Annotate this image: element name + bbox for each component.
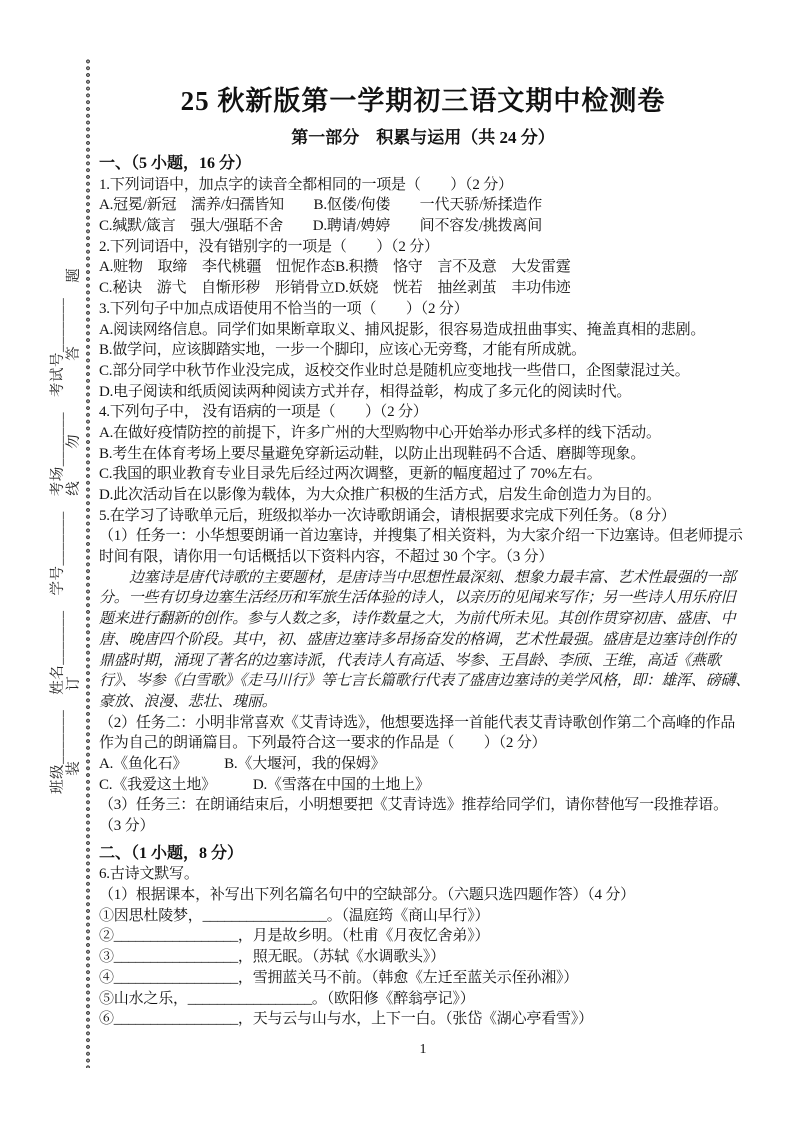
document-line: （1）任务一：小华想要朗诵一首边塞诗，并搜集了相关资料，为大家介绍一下边塞诗。但老师提示	[99, 528, 743, 545]
binding-line-char: 线	[66, 481, 82, 496]
document-line: A.冠冕/新冠 濡养/妇孺皆知 B.伛偻/佝偻 一代天骄/矫揉造作	[99, 197, 543, 214]
document-line: 行》、岑参《白雪歌》《走马川行》等七言长篇歌行代表了盛唐边塞诗的美学风格，即：雄浑、磅礴、	[99, 673, 751, 690]
page-number: 1	[419, 1041, 427, 1057]
document-line: C.秘诀 游弋 自惭形秽 形销骨立D.妖娆 恍若 抽丝剥茧 丰功伟迹	[99, 280, 571, 297]
document-line: （3）任务三：在朗诵结束后，小明想要把《艾青诗选》推荐给同学们，请你替他写一段推荐语。	[99, 797, 728, 814]
document-line: 鼎盛时期，涌现了著名的边塞诗派，代表诗人有高适、岑参、王昌龄、李颀、王维，高适《燕歌	[99, 652, 721, 669]
document-line: ⑤山水之乐，_________________。（欧阳修《醉翁亭记》）	[99, 990, 475, 1007]
document-line: 唐、晚唐四个阶段。其中，初、盛唐边塞诗多昂扬奋发的格调，艺术性最强。盛唐是边塞诗创作的	[99, 631, 736, 648]
document-line: B.做学问，应该脚踏实地，一步一个脚印，应该心无旁骛，才能有所成就。	[99, 342, 586, 359]
document-line: A.在做好疫情防控的前提下，许多广州的大型购物中心开始举办形式多样的线下活动。	[99, 424, 661, 441]
document-lines	[99, 154, 751, 1030]
document-line: 5.在学习了诗歌单元后，班级拟举办一次诗歌朗诵会，请根据要求完成下列任务。（8 分）	[99, 507, 676, 524]
document-line: A.赃物 取缔 李代桃疆 忸怩作态B.积攒 恪守 言不及意 大发雷霆	[99, 259, 571, 276]
document-line: 6.古诗文默写。	[99, 866, 199, 883]
document-line: ⑥_________________，天与云与山与水，上下一白。（张岱《湖心亭看雪》）	[99, 1011, 593, 1028]
document-line: ③_________________，照无眠。（苏轼《水调歌头》）	[99, 949, 445, 966]
page-title: 25 秋新版第一学期初三语文期中检测卷	[180, 86, 666, 116]
binding-line-char: 勿	[66, 434, 82, 449]
binding-line-char: 订	[66, 676, 82, 691]
document-line: C.我国的职业教育专业目录先后经过两次调整，更新的幅度超过了 70%左右。	[99, 466, 602, 483]
document-line: 时间有限，请你用一句话概括以下资料内容，不超过 30 个字。（3 分）	[99, 549, 554, 566]
document-line: 一、（5 小题，16 分）	[99, 155, 252, 172]
binding-line-char: 装	[66, 761, 82, 776]
document-line: C.《我爱这土地》 D.《雪落在中国的土地上》	[99, 776, 430, 793]
document-line: 豪放、浪漫、悲壮、瑰丽。	[99, 693, 277, 710]
document-line: ①因思杜陵梦，_________________。（温庭筠《商山早行》）	[99, 907, 490, 924]
document-line: A.阅读网络信息。同学们如果断章取义、捕风捉影，很容易造成扭曲事实、掩盖真相的悲剧。	[99, 321, 706, 338]
document-line: B.考生在体育考场上要尽量避免穿新运动鞋，以防止出现鞋码不合适、磨脚等现象。	[99, 445, 646, 462]
document-line: 边塞诗是唐代诗歌的主要题材，是唐诗当中思想性最深刻、想象力最丰富、艺术性最强的一部	[129, 569, 736, 586]
document-line: ④_________________，雪拥蓝关马不前。（韩愈《左迁至蓝关示侄孙湘》）	[99, 969, 579, 986]
binding-line-char: 答	[66, 346, 82, 361]
document-line: （3 分）	[99, 818, 155, 834]
document-line: ②_________________，月是故乡明。（杜甫《月夜忆舍弟》）	[99, 928, 490, 945]
document-line: 二、（1 小题，8 分）	[99, 844, 244, 862]
document-line: 题来进行翻新的创作。参与人数之多，诗作数量之大，为前代所未见。其创作贯穿初唐、盛唐、中	[99, 611, 736, 628]
document-line: 3.下列句子中加点成语使用不恰当的一项（ ）（2 分）	[99, 300, 469, 317]
document-line: C.部分同学中秋节作业没完成，返校交作业时总是随机应变地找一些借口，企图蒙混过关。	[99, 362, 690, 379]
document-line: A.《鱼化石》 B.《大堰河，我的保姆》	[99, 755, 386, 772]
document-line: C.缄默/箴言 强大/强聒不舍 D.聘请/娉婷 间不容发/挑拨离间	[99, 218, 543, 235]
binding-dotted-line	[85, 58, 91, 1068]
document-content	[99, 84, 751, 1058]
document-line: D.此次活动旨在以影像为载体，为大众推广积极的生活方式，启发生命创造力为目的。	[99, 487, 661, 503]
document-line: 1.下列词语中，加点字的读音全都相同的一项是（ ）（2 分）	[99, 176, 513, 193]
document-line: （1）根据课本，补写出下列名篇名句中的空缺部分。（六题只选四题作答）（4 分）	[99, 887, 635, 904]
student-info-fields: 班级_______ 姓名_______ 学号_______ 考场_______ 考试号_______	[50, 297, 66, 794]
document-line: 2.下列词语中，没有错别字的一项是（ ）（2 分）	[99, 238, 439, 255]
part-header: 第一部分 积累与运用（共 24 分）	[291, 128, 555, 147]
document-line: 作为自己的朗诵篇目。下列最符合这一要求的作品是（ ）（2 分）	[99, 735, 547, 752]
document-line: 分。一些有切身边塞生活经历和军旅生活体验的诗人，以亲历的见闻来写作；另一些诗人用乐府旧	[99, 590, 736, 607]
document-line: 4.下列句子中， 没有语病的一项是（ ）（2 分）	[99, 404, 428, 421]
document-line: D.电子阅读和纸质阅读两种阅读方式并存，相得益彰，构成了多元化的阅读时代。	[99, 383, 632, 400]
binding-line-char: 题	[66, 268, 82, 283]
document-line: （2）任务二：小明非常喜欢《艾青诗选》，他想要选择一首能代表艾青诗歌创作第二个高峰的作品	[99, 714, 736, 731]
